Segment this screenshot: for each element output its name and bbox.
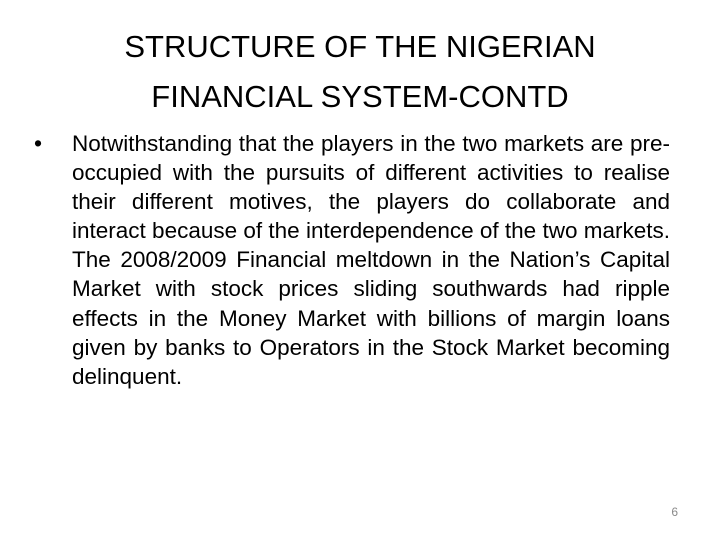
slide-title — [60, 22, 660, 122]
slide-title-line-1: STRUCTURE OF THE NIGERIAN — [124, 29, 596, 64]
bullet-item — [34, 129, 670, 391]
page-number: 6 — [671, 505, 678, 519]
slide-body — [34, 129, 670, 391]
bullet-icon: • — [34, 130, 43, 156]
slide-title-line-2: FINANCIAL SYSTEM-CONTD — [151, 79, 569, 114]
bullet-text: Notwithstanding that the players in the two markets are pre-occupied with the pursuits of different activities to realise their different motives, the players do collaborate and interact because of the interdependence of the two markets. The 2008/2009 Financial meltdown in the Nation’s Capital Market with stock prices sliding southwards had ripple effects in the Money Market with billions of margin loans given by banks to Operators in the Stock Market becoming delinquent. — [72, 131, 670, 389]
